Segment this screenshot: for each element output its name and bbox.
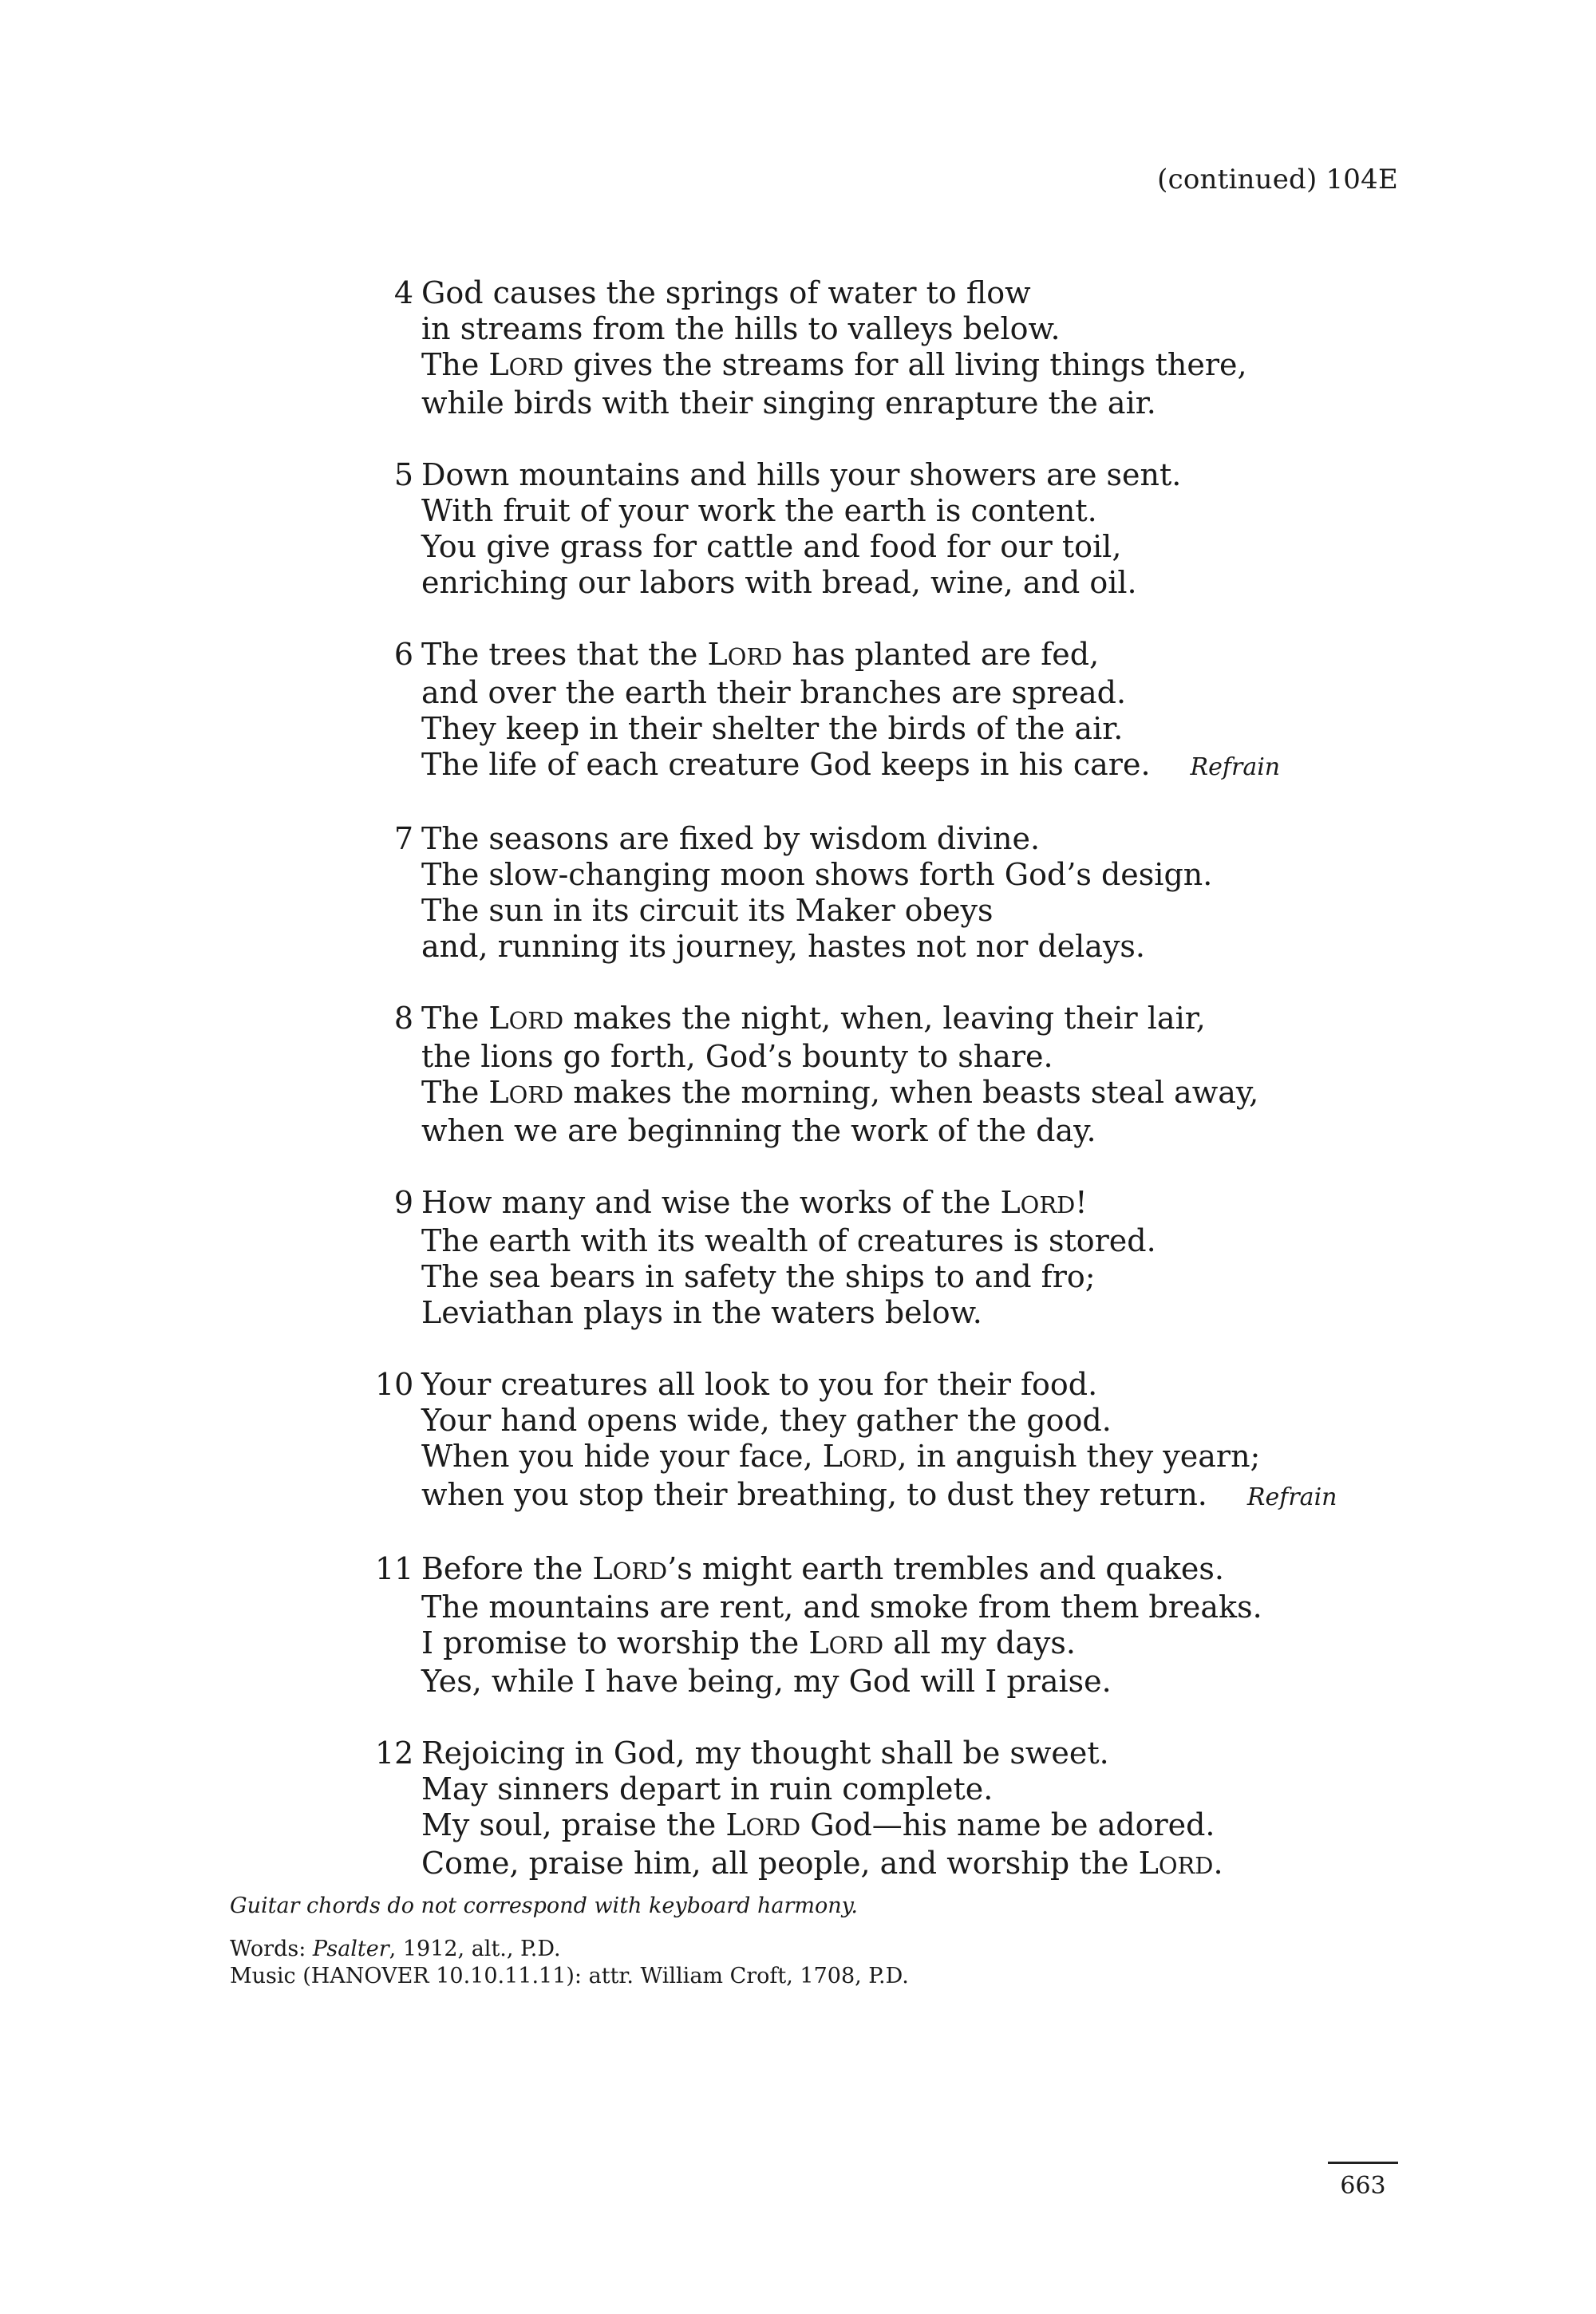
stanza-line — [421, 1039, 1412, 1075]
page-number: 663 — [1340, 2172, 1386, 2200]
stanza-line — [421, 711, 1412, 747]
stanza — [375, 1736, 1412, 1884]
stanza-number: 5 — [393, 457, 413, 492]
stanza — [375, 1185, 1412, 1331]
stanza-number: 10 — [375, 1367, 414, 1402]
stanza-line — [421, 1551, 1412, 1589]
stanza-number: 9 — [393, 1185, 413, 1220]
stanza-line — [421, 857, 1412, 893]
footnotes — [230, 1893, 909, 1990]
stanza — [375, 275, 1412, 421]
line-text: Down mountains and hills your showers are sent. — [421, 457, 1182, 492]
stanza-line — [421, 1807, 1412, 1846]
stanza-line — [421, 1477, 1412, 1515]
line-text: When you hide your face, LORD, in anguish they yearn; — [421, 1439, 1261, 1474]
stanza-number: 12 — [375, 1736, 414, 1771]
stanza-line — [421, 385, 1412, 421]
refrain-cue: Refrain — [1190, 753, 1281, 781]
stanza-line — [421, 565, 1412, 601]
stanza-line — [421, 821, 1412, 857]
line-text: The LORD makes the morning, when beasts steal away, — [421, 1075, 1259, 1110]
line-text: God causes the springs of water to flow — [421, 275, 1031, 310]
stanza — [375, 1367, 1412, 1515]
stanza — [375, 457, 1412, 601]
stanza-line — [421, 275, 1412, 311]
line-text: The seasons are fixed by wisdom divine. — [421, 821, 1041, 856]
stanza-line — [421, 1075, 1412, 1113]
stanza-line — [421, 1403, 1412, 1439]
stanza-line — [421, 893, 1412, 929]
stanza-line — [421, 347, 1412, 385]
line-text: The sea bears in safety the ships to and fro; — [421, 1259, 1096, 1294]
stanza-number: 11 — [375, 1551, 414, 1586]
line-text: The slow-changing moon shows forth God’s design. — [421, 857, 1213, 892]
stanza-line — [421, 1001, 1412, 1039]
line-text: Rejoicing in God, my thought shall be sweet. — [421, 1736, 1109, 1771]
stanza-line — [421, 1259, 1412, 1295]
line-text: The life of each creature God keeps in his care. — [421, 747, 1151, 782]
line-text: when you stop their breathing, to dust they return. — [421, 1477, 1207, 1512]
stanza-line — [421, 637, 1412, 675]
line-text: while birds with their singing enrapture the air. — [421, 385, 1156, 421]
stanza-number: 7 — [393, 821, 413, 856]
stanza-line — [421, 1771, 1412, 1807]
line-text: Before the LORD’s might earth trembles and quakes. — [421, 1551, 1224, 1586]
line-text: My soul, praise the LORD God—his name be adored. — [421, 1807, 1215, 1842]
line-text: The mountains are rent, and smoke from them breaks. — [421, 1589, 1262, 1625]
line-text: in streams from the hills to valleys below. — [421, 311, 1061, 346]
stanza-line — [421, 747, 1412, 785]
line-text: With fruit of your work the earth is content. — [421, 493, 1097, 528]
stanza-line — [421, 1589, 1412, 1625]
stanza-line — [421, 457, 1412, 493]
page-header: (continued) 104E — [1157, 164, 1398, 195]
line-text: Yes, while I have being, my God will I praise. — [421, 1664, 1112, 1699]
stanza-line — [421, 1846, 1412, 1884]
stanza-number: 6 — [393, 637, 413, 672]
stanza-line — [421, 1185, 1412, 1223]
line-text: Come, praise him, all people, and worship the LORD. — [421, 1846, 1223, 1881]
line-text: when we are beginning the work of the day. — [421, 1113, 1096, 1148]
stanza — [375, 1551, 1412, 1700]
line-text: May sinners depart in ruin complete. — [421, 1771, 994, 1807]
guitar-note: Guitar chords do not correspond with keyboard harmony. — [230, 1893, 858, 1918]
line-text: and, running its journey, hastes not nor delays. — [421, 929, 1146, 964]
stanza-line — [421, 1625, 1412, 1664]
stanza-line — [421, 529, 1412, 565]
stanza-line — [421, 1113, 1412, 1149]
words-prefix: Words: — [230, 1937, 313, 1961]
line-text: Your creatures all look to you for their food. — [421, 1367, 1098, 1402]
line-text: You give grass for cattle and food for our toil, — [421, 529, 1122, 564]
line-text: The sun in its circuit its Maker obeys — [421, 893, 994, 928]
stanza-line — [421, 1736, 1412, 1771]
page-number-rule — [1328, 2162, 1398, 2164]
stanza-line — [421, 1439, 1412, 1477]
stanza-line — [421, 1664, 1412, 1700]
line-text: Leviathan plays in the waters below. — [421, 1295, 982, 1330]
line-text: the lions go forth, God’s bounty to share. — [421, 1039, 1053, 1074]
refrain-cue: Refrain — [1246, 1483, 1337, 1511]
line-text: and over the earth their branches are spread. — [421, 675, 1127, 710]
line-text: The earth with its wealth of creatures is stored. — [421, 1223, 1156, 1258]
words-credit — [230, 1936, 909, 1963]
stanza — [375, 1001, 1412, 1149]
line-text: The LORD gives the streams for all living things there, — [421, 347, 1247, 382]
line-text: They keep in their shelter the birds of the air. — [421, 711, 1124, 746]
stanza-line — [421, 1367, 1412, 1403]
stanza — [375, 637, 1412, 785]
stanza — [375, 821, 1412, 965]
music-credit: Music (HANOVER 10.10.11.11): attr. William Croft, 1708, P.D. — [230, 1964, 909, 1988]
line-text: The trees that the LORD has planted are fed, — [421, 637, 1100, 672]
stanza-line — [421, 1295, 1412, 1331]
line-text: enriching our labors with bread, wine, and oil. — [421, 565, 1137, 600]
hymn-stanzas — [375, 275, 1412, 1920]
stanza-line — [421, 1223, 1412, 1259]
stanza-line — [421, 311, 1412, 347]
stanza-number: 8 — [393, 1001, 413, 1036]
words-rest: , 1912, alt., P.D. — [389, 1937, 561, 1961]
stanza-line — [421, 675, 1412, 711]
line-text: How many and wise the works of the LORD! — [421, 1185, 1088, 1220]
stanza-line — [421, 929, 1412, 965]
line-text: The LORD makes the night, when, leaving their lair, — [421, 1001, 1206, 1036]
line-text: Your hand opens wide, they gather the good. — [421, 1403, 1112, 1438]
line-text: I promise to worship the LORD all my days. — [421, 1625, 1076, 1660]
stanza-number: 4 — [393, 275, 413, 310]
words-source: Psalter — [312, 1937, 389, 1961]
stanza-line — [421, 493, 1412, 529]
